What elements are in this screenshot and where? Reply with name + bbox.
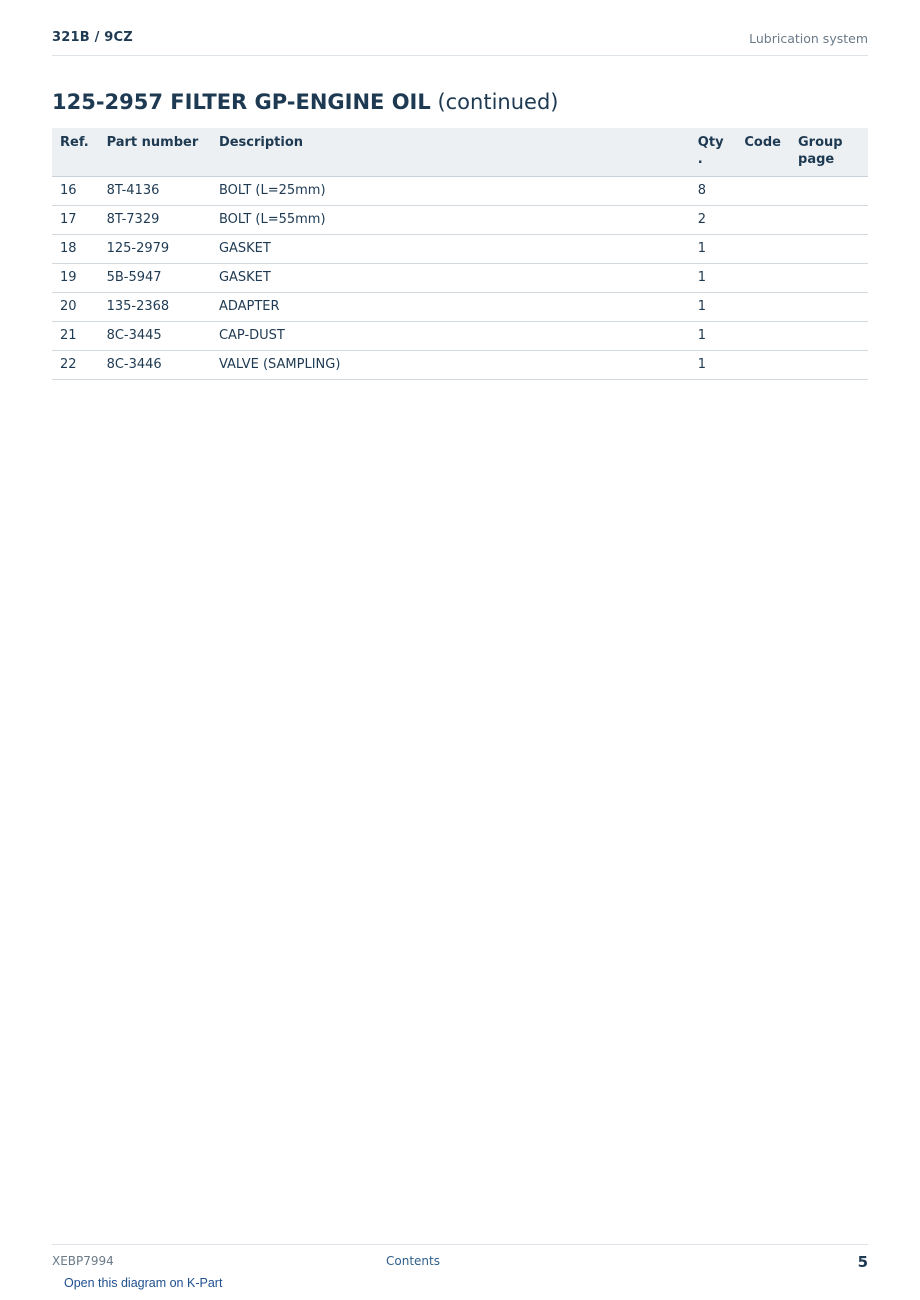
cell-qty: 1	[690, 322, 737, 351]
col-code: Code	[736, 128, 790, 177]
cell-part-number: 8T-7329	[99, 206, 211, 235]
cell-code	[736, 322, 790, 351]
contents-link[interactable]: Contents	[386, 1254, 440, 1268]
col-group-page: Group page	[790, 128, 868, 177]
col-description: Description	[211, 128, 690, 177]
document-id: XEBP7994	[52, 1254, 114, 1268]
table-row	[52, 351, 868, 380]
cell-description: ADAPTER	[211, 293, 690, 322]
kpart-diagram-link[interactable]: Open this diagram on K-Part	[64, 1276, 223, 1290]
cell-qty: 8	[690, 177, 737, 206]
cell-ref: 19	[52, 264, 99, 293]
col-qty-suffix: .	[697, 152, 703, 167]
parts-table-body	[52, 177, 868, 380]
cell-part-number: 125-2979	[99, 235, 211, 264]
table-row	[52, 322, 868, 351]
cell-qty: 1	[690, 351, 737, 380]
cell-group-page	[790, 177, 868, 206]
page-number: 5	[857, 1253, 868, 1271]
page-title	[52, 90, 558, 114]
table-row	[52, 177, 868, 206]
cell-qty: 2	[690, 206, 737, 235]
cell-description: CAP-DUST	[211, 322, 690, 351]
cell-description: GASKET	[211, 264, 690, 293]
page-footer	[52, 1244, 868, 1271]
cell-description: BOLT (L=25mm)	[211, 177, 690, 206]
header-row	[52, 128, 868, 177]
cell-code	[736, 235, 790, 264]
cell-ref: 18	[52, 235, 99, 264]
cell-group-page	[790, 351, 868, 380]
section-name: Lubrication system	[749, 31, 868, 46]
table-row	[52, 235, 868, 264]
table-row	[52, 264, 868, 293]
cell-qty: 1	[690, 293, 737, 322]
cell-group-page	[790, 235, 868, 264]
machine-model: 321B / 9CZ	[52, 30, 133, 45]
cell-group-page	[790, 293, 868, 322]
cell-ref: 20	[52, 293, 99, 322]
cell-ref: 16	[52, 177, 99, 206]
cell-code	[736, 177, 790, 206]
table-row	[52, 293, 868, 322]
parts-table-header	[52, 128, 868, 177]
cell-group-page	[790, 264, 868, 293]
cell-part-number: 8C-3446	[99, 351, 211, 380]
col-ref: Ref.	[52, 128, 99, 177]
cell-description: BOLT (L=55mm)	[211, 206, 690, 235]
parts-table	[52, 128, 868, 380]
cell-description: VALVE (SAMPLING)	[211, 351, 690, 380]
cell-code	[736, 293, 790, 322]
col-qty	[690, 128, 737, 177]
col-qty-label: Qty	[697, 135, 724, 150]
col-part-number: Part number	[99, 128, 211, 177]
cell-description: GASKET	[211, 235, 690, 264]
assembly-title: 125-2957 FILTER GP-ENGINE OIL	[52, 90, 431, 114]
cell-part-number: 8T-4136	[99, 177, 211, 206]
table-row	[52, 206, 868, 235]
title-continued: (continued)	[437, 90, 559, 114]
cell-part-number: 135-2368	[99, 293, 211, 322]
cell-ref: 21	[52, 322, 99, 351]
cell-ref: 22	[52, 351, 99, 380]
cell-code	[736, 351, 790, 380]
cell-code	[736, 264, 790, 293]
cell-group-page	[790, 322, 868, 351]
cell-ref: 17	[52, 206, 99, 235]
cell-group-page	[790, 206, 868, 235]
page-header	[52, 28, 868, 56]
cell-qty: 1	[690, 264, 737, 293]
cell-part-number: 5B-5947	[99, 264, 211, 293]
cell-code	[736, 206, 790, 235]
cell-part-number: 8C-3445	[99, 322, 211, 351]
cell-qty: 1	[690, 235, 737, 264]
